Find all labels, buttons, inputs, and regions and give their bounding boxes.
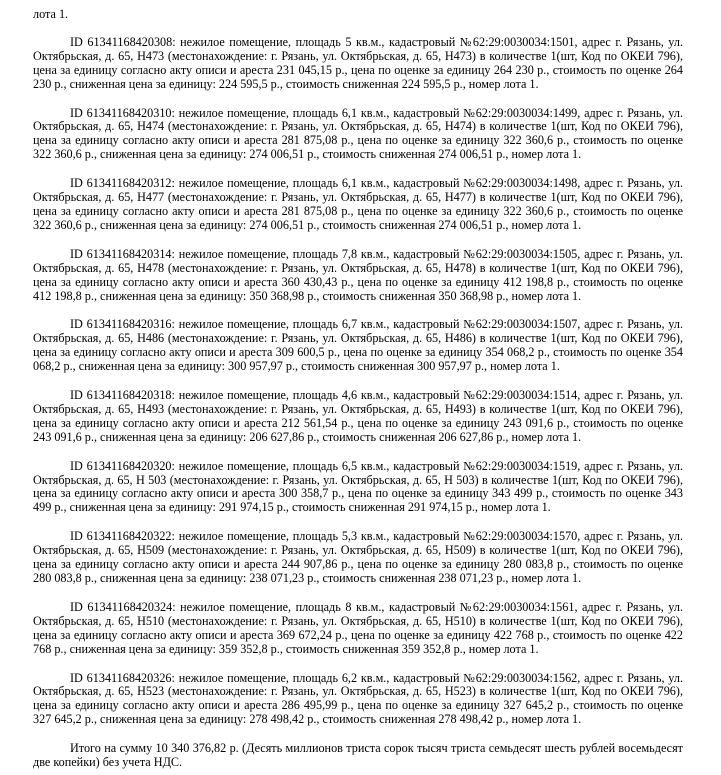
lot-item-paragraph: ID 61341168420308: нежилое помещение, площадь 5 кв.м., кадастровый №62:29:0030034:1501, адрес г. Рязань, ул. Октябрьская, д. 65, Н473 (местонахождение: г. Рязань, ул. Октябрьская, д. 65, Н473) в количестве 1(шт, Код по ОКЕИ 796), цена за единицу согласно акту описи и ареста 231 045,15 р., цена по оценке за единицу 264 230 р., стоимость по оценке 264 230 р., сниженная цена за единицу: 224 595,5 р., стоимость сниженная 224 595,5 р., номер лота 1. [33,34,683,91]
total-summary-paragraph: Итого на сумму 10 340 376,82 р. (Десять миллионов триста сорок тысяч триста семьдесят шесть рублей восемьдесят две копейки) без учета НДС. [33,741,683,770]
lead-fragment: лота 1. [33,7,69,21]
lot-item-paragraph: ID 61341168420314: нежилое помещение, площадь 7,8 кв.м., кадастровый №62:29:0030034:1505, адрес г. Рязань, ул. Октябрьская, д. 65, Н478 (местонахождение: г. Рязань, ул. Октябрьская, д. 65, Н478) в количестве 1(шт, Код по ОКЕИ 796), цена за единицу согласно акту описи и ареста 360 430,43 р., цена по оценке за единицу 412 198,8 р., стоимость по оценке 412 198,8 р., сниженная цена за единицу: 350 368,98 р., стоимость сниженная 350 368,98 р., номер лота 1. [33,246,683,303]
lot-item-paragraph: ID 61341168420326: нежилое помещение, площадь 6,2 кв.м., кадастровый №62:29:0030034:1562, адрес г. Рязань, ул. Октябрьская, д. 65, Н523 (местонахождение: г. Рязань, ул. Октябрьская, д. 65, Н523) в количестве 1(шт, Код по ОКЕИ 796), цена за единицу согласно акту описи и ареста 286 495,99 р., цена по оценке за единицу 327 645,2 р., стоимость по оценке 327 645,2 р., сниженная цена за единицу: 278 498,42 р., стоимость сниженная 278 498,42 р., номер лота 1. [33,670,683,727]
lot-item-paragraph: ID 61341168420324: нежилое помещение, площадь 8 кв.м., кадастровый №62:29:0030034:1561, адрес г. Рязань, ул. Октябрьская, д. 65, Н510 (местонахождение: г. Рязань, ул. Октябрьская, д. 65, Н510) в количестве 1(шт, Код по ОКЕИ 796), цена за единицу согласно акту описи и ареста 369 672,24 р., цена по оценке за единицу 422 768 р., стоимость по оценке 422 768 р., сниженная цена за единицу: 359 352,8 р., стоимость сниженная 359 352,8 р., номер лота 1. [33,599,683,656]
lot-item-paragraph: ID 61341168420322: нежилое помещение, площадь 5,3 кв.м., кадастровый №62:29:0030034:1570, адрес г. Рязань, ул. Октябрьская, д. 65, Н509 (местонахождение: г. Рязань, ул. Октябрьская, д. 65, Н509) в количестве 1(шт, Код по ОКЕИ 796), цена за единицу согласно акту описи и ареста 244 907,86 р., цена по оценке за единицу 280 083,8 р., стоимость по оценке 280 083,8 р., сниженная цена за единицу: 238 071,23 р., стоимость сниженная 238 071,23 р., номер лота 1. [33,529,683,585]
lot-item-paragraph: ID 61341168420318: нежилое помещение, площадь 4,6 кв.м., кадастровый №62:29:0030034:1514, адрес г. Рязань, ул. Октябрьская, д. 65, Н493 (местонахождение: г. Рязань, ул. Октябрьская, д. 65, Н493) в количестве 1(шт, Код по ОКЕИ 796), цена за единицу согласно акту описи и ареста 212 561,54 р., цена по оценке за единицу 243 091,6 р., стоимость по оценке 243 091,6 р., сниженная цена за единицу: 206 627,86 р., стоимость сниженная 206 627,86 р., номер лота 1. [33,388,683,444]
lot-item-paragraph: ID 61341168420310: нежилое помещение, площадь 6,1 кв.м., кадастровый №62:29:0030034:1499, адрес г. Рязань, ул. Октябрьская, д. 65, Н474 (местонахождение: г. Рязань, ул. Октябрьская, д. 65, Н474) в количестве 1(шт, Код по ОКЕИ 796), цена за единицу согласно акту описи и ареста 281 875,08 р., цена по оценке за единицу 322 360,6 р., стоимость по оценке 322 360,6 р., сниженная цена за единицу: 274 006,51 р., стоимость сниженная 274 006,51 р., номер лота 1. [33,105,683,162]
document-body [33,8,683,770]
lot-item-paragraph: ID 61341168420316: нежилое помещение, площадь 6,7 кв.м., кадастровый №62:29:0030034:1507, адрес г. Рязань, ул. Октябрьская, д. 65, Н486 (местонахождение: г. Рязань, ул. Октябрьская, д. 65, Н486) в количестве 1(шт, Код по ОКЕИ 796), цена за единицу согласно акту описи и ареста 309 600,5 р., цена по оценке за единицу 354 068,2 р., стоимость по оценке 354 068,2 р., сниженная цена за единицу: 300 957,97 р., стоимость сниженная 300 957,97 р., номер лота 1. [33,317,683,374]
lot-item-paragraph: ID 61341168420320: нежилое помещение, площадь 6,5 кв.м., кадастровый №62:29:0030034:1519, адрес г. Рязань, ул. Октябрьская, д. 65, Н 503 (местонахождение: г. Рязань, ул. Октябрьская, д. 65, Н 503) в количестве 1(шт, Код по ОКЕИ 796), цена за единицу согласно акту описи и ареста 300 358,7 р., цена по оценке за единицу 343 499 р., стоимость по оценке 343 499 р., сниженная цена за единицу: 291 974,15 р., стоимость сниженная 291 974,15 р., номер лота 1. [33,458,683,515]
lot-item-paragraph: ID 61341168420312: нежилое помещение, площадь 6,1 кв.м., кадастровый №62:29:0030034:1498, адрес г. Рязань, ул. Октябрьская, д. 65, Н477 (местонахождение: г. Рязань, ул. Октябрьская, д. 65, Н477) в количестве 1(шт, Код по ОКЕИ 796), цена за единицу согласно акту описи и ареста 281 875,08 р., цена по оценке за единицу 322 360,6 р., стоимость по оценке 322 360,6 р., сниженная цена за единицу: 274 006,51 р., стоимость сниженная 274 006,51 р., номер лота 1. [33,176,683,232]
